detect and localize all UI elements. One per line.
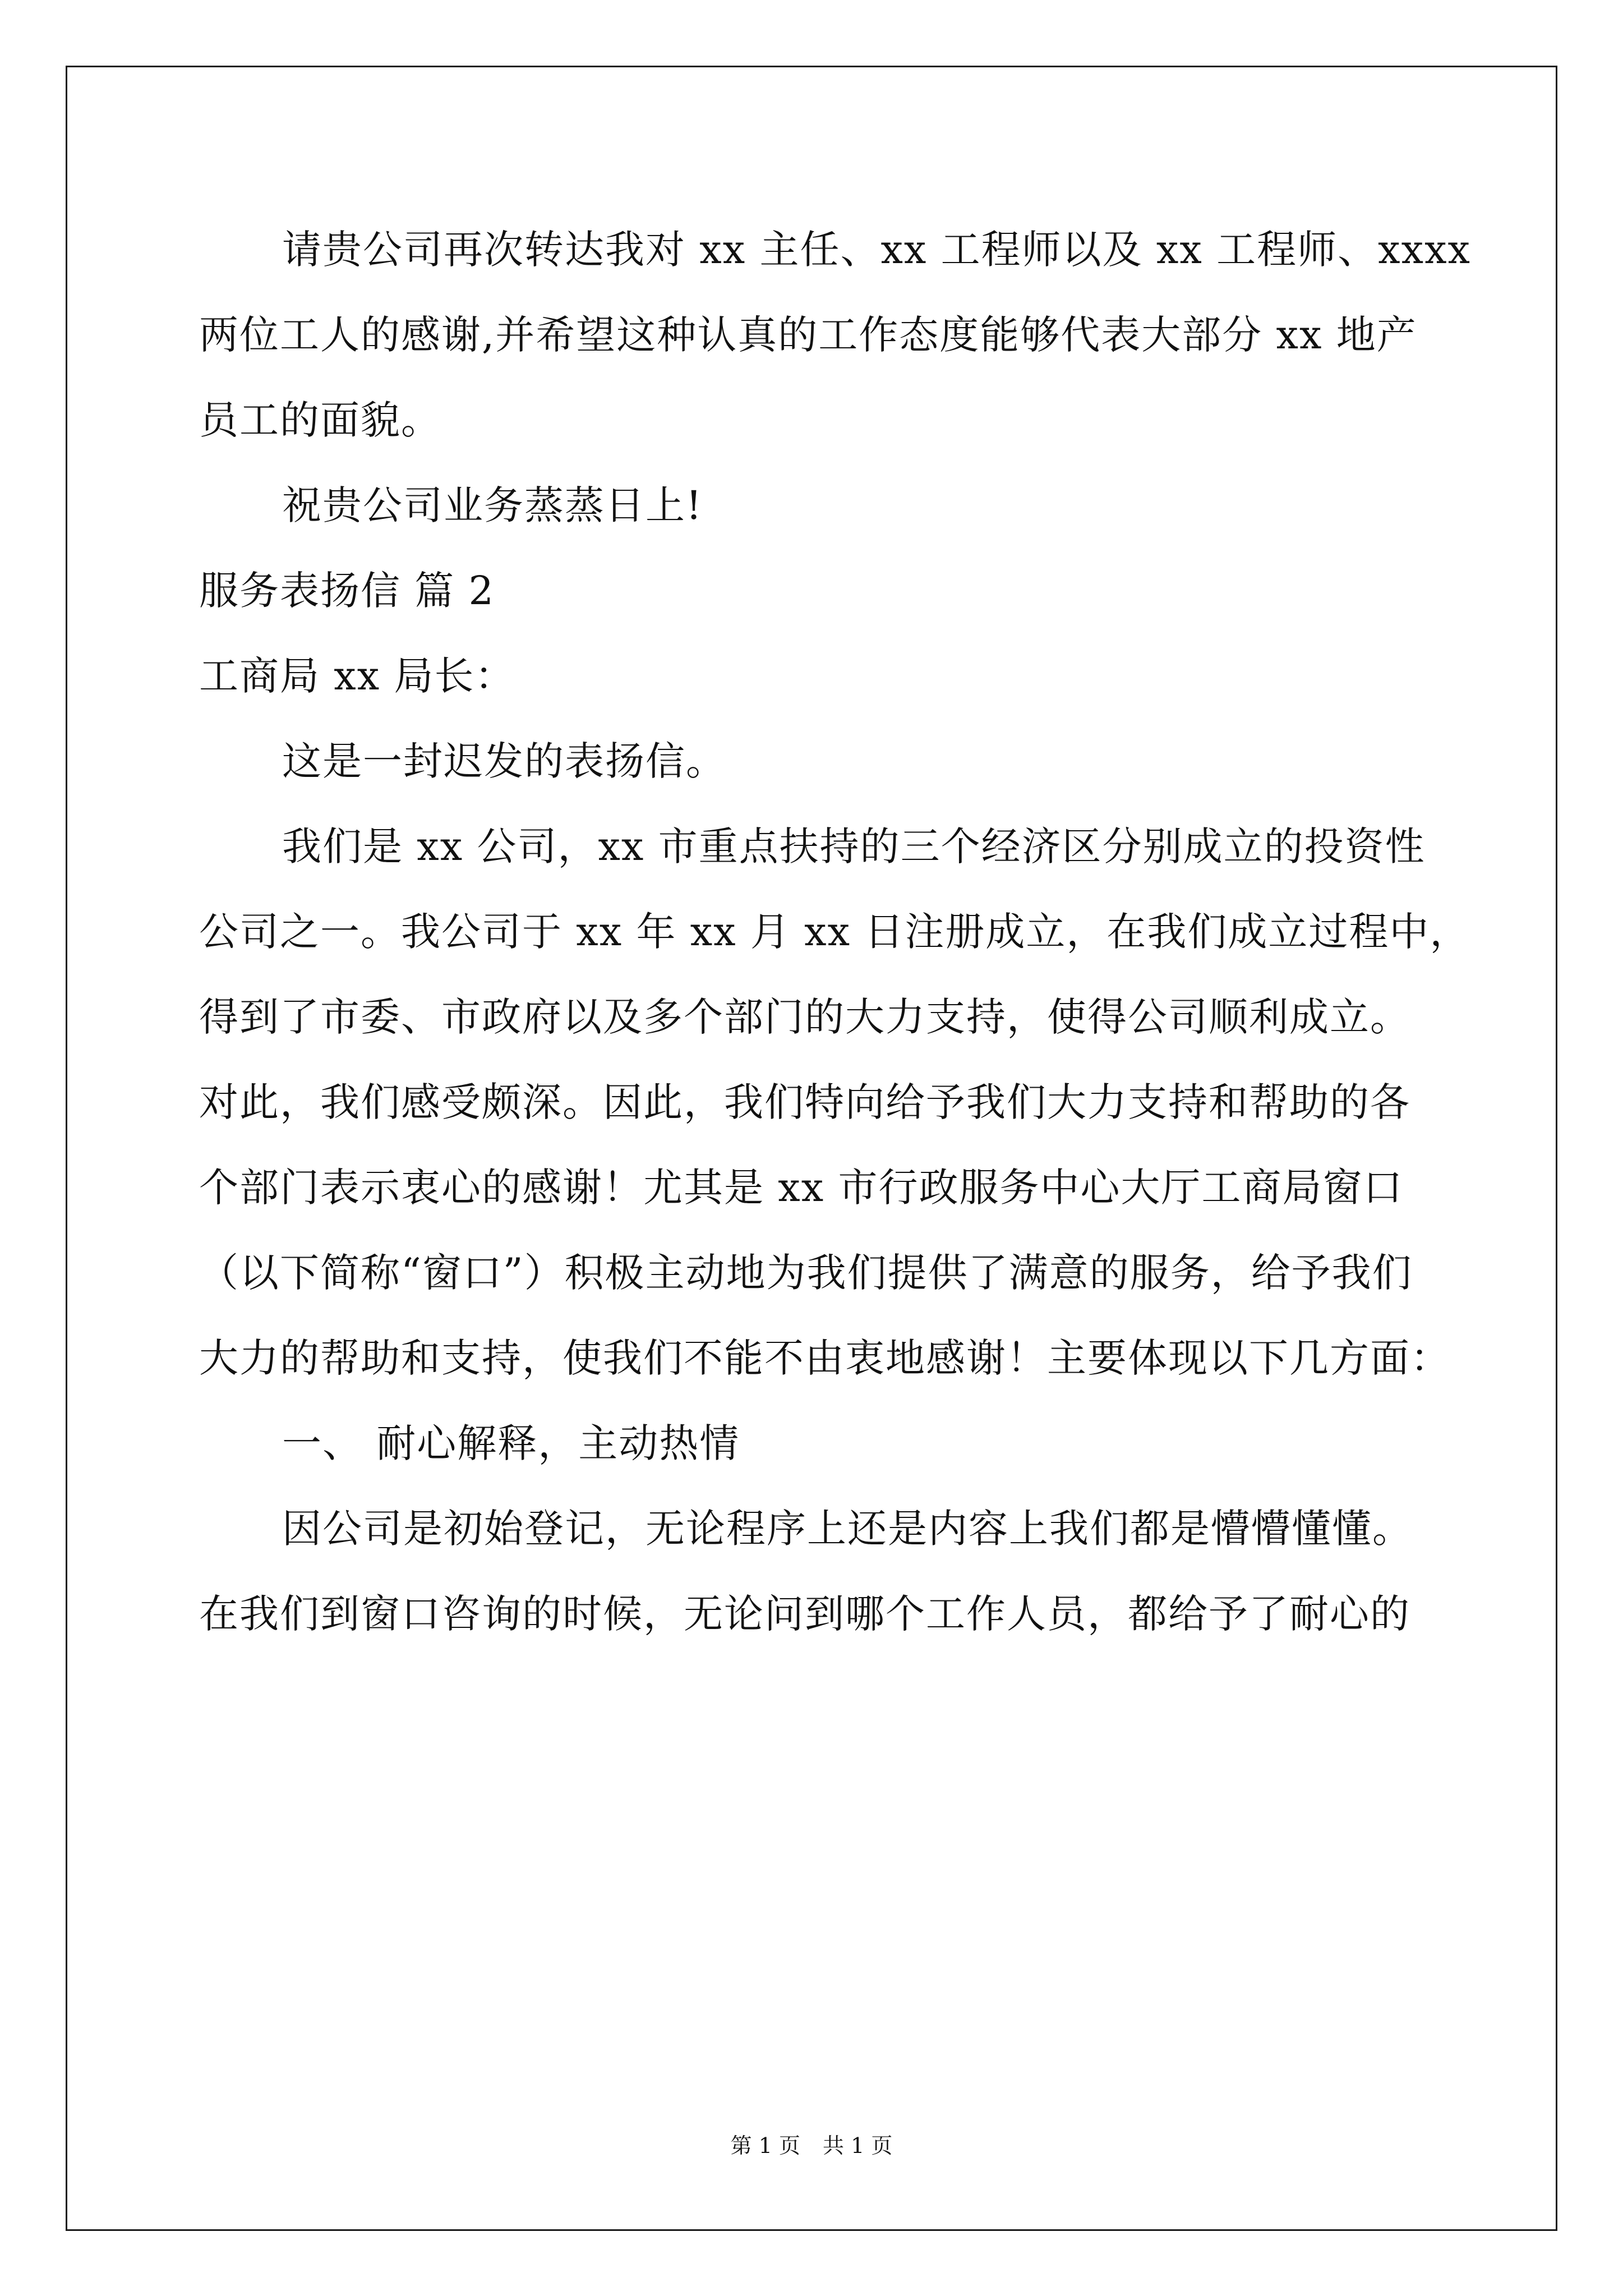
paragraph-line: 大力的帮助和支持，使我们不能不由衷地感谢！主要体现以下几方面： bbox=[199, 1335, 1451, 1381]
page-footer bbox=[0, 2132, 1623, 2160]
paragraph-line: 因公司是初始登记，无论程序上还是内容上我们都是懵懵懂懂。 bbox=[282, 1506, 1413, 1552]
page-total: 共 1 页 bbox=[823, 2133, 893, 2158]
paragraph-line: 在我们到窗口咨询的时候，无论问到哪个工作人员，都给予了耐心的 bbox=[199, 1591, 1410, 1637]
paragraph-line: 两位工人的感谢,并希望这种认真的工作态度能够代表大部分 xx 地产 bbox=[199, 312, 1417, 358]
section-heading: 服务表扬信 篇 2 bbox=[199, 568, 495, 614]
paragraph-line: 个部门表示衷心的感谢！尤其是 xx 市行政服务中心大厅工商局窗口 bbox=[199, 1165, 1404, 1211]
paragraph-line: 得到了市委、市政府以及多个部门的大力支持，使得公司顺利成立。 bbox=[199, 994, 1410, 1040]
paragraph-line: 我们是 xx 公司，xx 市重点扶持的三个经济区分别成立的投资性 bbox=[282, 823, 1426, 869]
paragraph-line: 公司之一。我公司于 xx 年 xx 月 xx 日注册成立，在我们成立过程中， bbox=[199, 909, 1470, 955]
paragraph-line: 请贵公司再次转达我对 xx 主任、xx 工程师以及 xx 工程师、xxxx bbox=[282, 227, 1472, 273]
page-number: 第 1 页 bbox=[730, 2133, 800, 2158]
paragraph-line: （以下简称“窗口”）积极主动地为我们提供了满意的服务，给予我们 bbox=[199, 1250, 1413, 1296]
paragraph-line: 员工的面貌。 bbox=[199, 397, 441, 443]
salutation: 工商局 xx 局长： bbox=[199, 653, 515, 699]
paragraph-line: 这是一封迟发的表扬信。 bbox=[282, 738, 726, 784]
closing-wish: 祝贵公司业务蒸蒸日上! bbox=[282, 482, 703, 528]
page-border bbox=[66, 66, 1557, 2231]
list-heading: 一、 耐心解释，主动热情 bbox=[282, 1420, 740, 1466]
paragraph-line: 对此，我们感受颇深。因此，我们特向给予我们大力支持和帮助的各 bbox=[199, 1079, 1410, 1125]
